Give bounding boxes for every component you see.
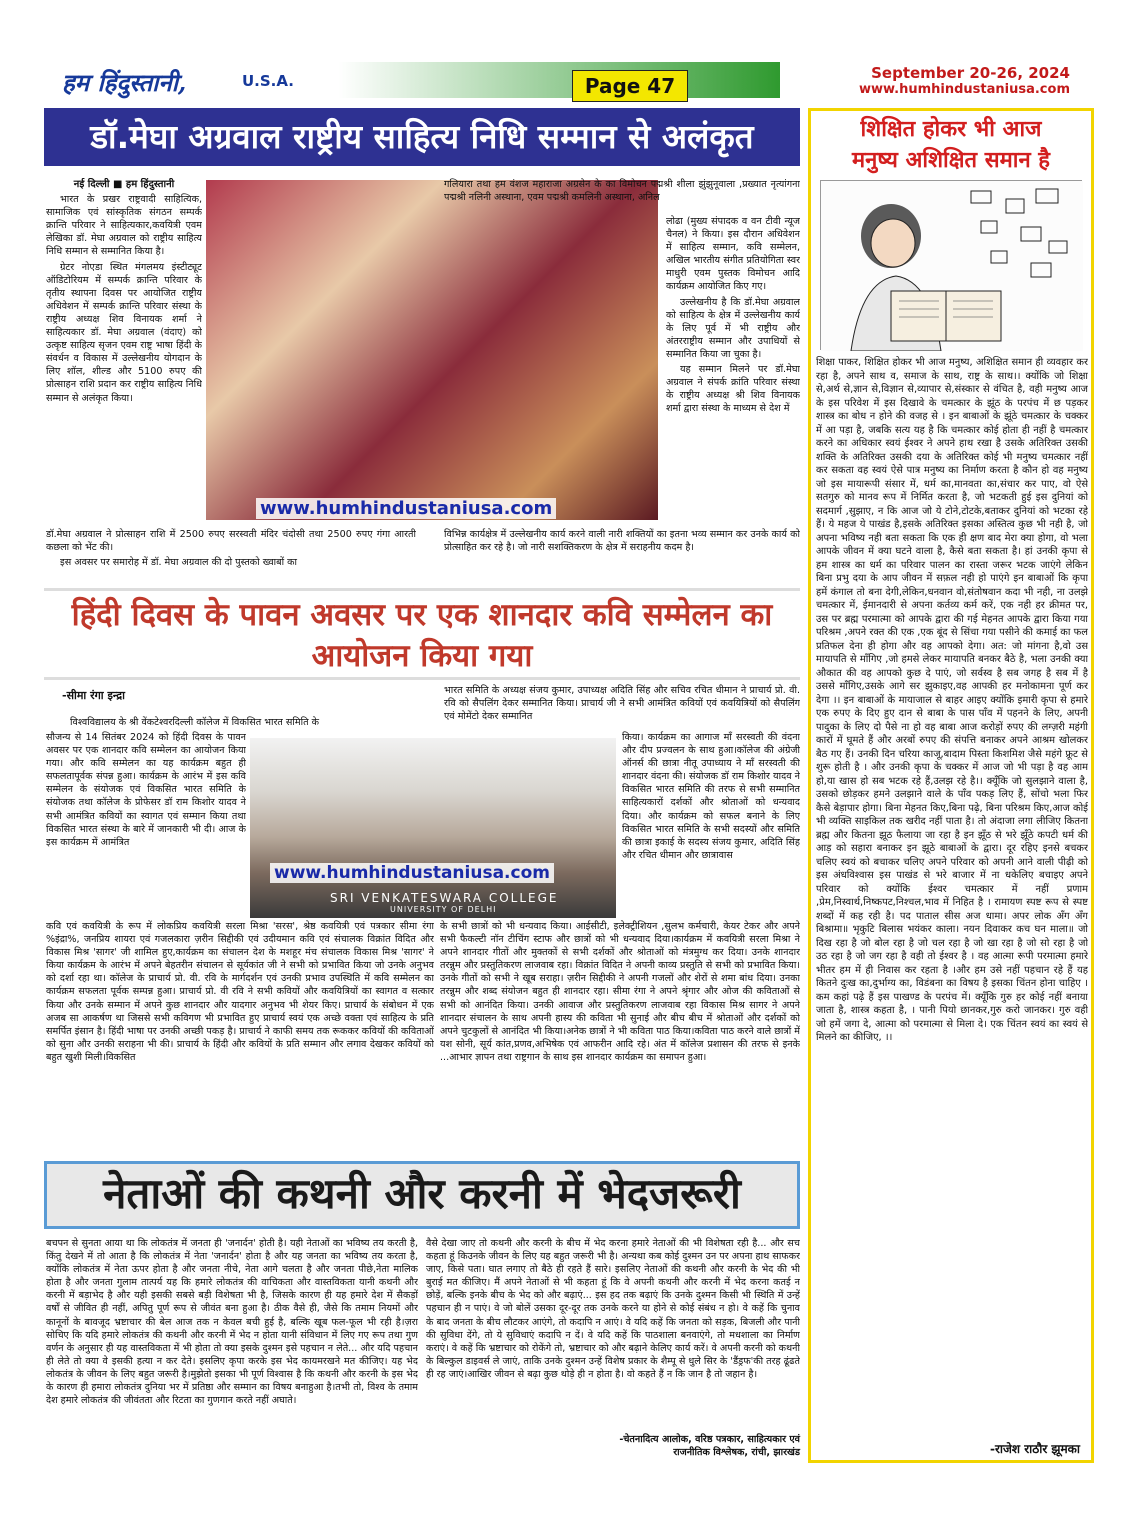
article2-col1: सौजन्य से 14 सितंबर 2024 को हिंदी दिवस के पावन अवसर पर एक शानदार कवि सम्मेलन का आयोजन किया गया। और कवि सम्मेलन का यह कार्यक्रम बहुत ही सफलतापूर्वक संपन्न हुआ। कार्यक्रम के आरंभ में इस कवि सम्मेलन के संयोजक एवं विकसित भारत समिति के संयोजक तथा कॉलेज के प्रोफेसर डॉ राम किशोर यादव ने सभी आमंत्रित कवियों का स्वागत एवं सम्मान किया तथा विकसित भारत संस्था के बारे में जानकारी भी दी। आज के इस कार्यक्रम में आमंत्रित — [46, 732, 246, 848]
masthead-brand: हम हिंदुस्तानी, — [62, 68, 187, 97]
article2-intro: विश्वविद्यालय के श्री वेंकटेश्वरदिल्ली कॉलेज में विकसित भारत समिति के — [70, 717, 319, 728]
article1-col1 — [46, 178, 202, 523]
article1-dateline: नई दिल्ली ■ हम हिंदुस्तानी — [73, 179, 175, 190]
sidebar-cartoon — [820, 180, 1082, 350]
article1-col3 — [666, 215, 800, 525]
sidebar-byline: -राजेश राठौर झूमका — [990, 1442, 1080, 1456]
article1-para: उल्लेखनीय है कि डॉ.मेघा अग्रवाल को साहित्य के क्षेत्र में उल्लेखनीय कार्य के लिए पूर्व में भी राष्ट्रीय और अंतरराष्ट्रीय सम्मान और उपाधियों से सम्मानित किया जा चुका है। — [666, 296, 800, 360]
article3-col2: वैसे देखा जाए तो कथनी और करनी के बीच में भेद करना हमारे नेताओं की भी विशेषता रही है... और सच कहता हूं किउनके जीवन के लिए यह बहुत जरूरी भी है। अन्यथा कब कोई दुश्मन उन पर अपना हाथ साफकर जाए, किसे पता। घात लगाए तो बैठे ही रहते हैं सारे। इसलिए नेताओं की कथनी और करनी के भेद की भी बुराई मत कीजिए। मैं अपने नेताओं से भी कहता हूं कि वे अपनी कथनी और करनी में भेद करना कतई न छोड़ें, बल्कि इनके बीच के भेद को और बढ़ाएं... इस हद तक बढ़ाएं कि उनके दुश्मन किसी भी स्थिति में उन्हें पहचान ही न पाएं। वे जो बोलें उसका दूर-दूर तक उनके करने या होने से कोई संबंध न हो। वे कहें कि चुनाव के बाद जनता के बीच लौटकर आएंगे, तो कदापि न आएं। वे यदि कहें कि जनता को सड़क, बिजली और पानी की सुविधा देंगे, तो ये सुविधाएं कदापि न दें। वे यदि कहें कि पाठशाला बनवाएंगे, तो मधशाला का निर्माण कराएं। वे कहें कि भ्रष्टाचार को रोकेंगे तो, भ्रष्टाचार को और बढ़ाने केलिए कार्य करें। वे अपनी करनी को कथनी के बिल्कुल डाइवर्स ले जाएं, ताकि उनके दुश्मन उन्हें विशेष प्रकार के शैम्पू से धुले सिर के 'डैंड्रफ'की तरह ढूंढते ही रह जाएं।आखिर जीवन से बढ़ा कुछ थोड़े ही न होता है। वो कहते हैं न कि जान है तो जहान है। — [426, 1238, 800, 1380]
article2-photo-website: www.humhindustaniusa.com — [270, 863, 554, 883]
article1-para: लोढा (मुख्य संपादक व वन टीवी न्यूज चैनल) ने किया। इस दौरान अधिवेशन में साहित्य सम्मान, कवि सम्मेलन, अखिल भारतीय संगीत प्रतियोगिता स्वर माधुरी एवम पुस्तक विमोचन आदि कार्यक्रम आयोजित किए गए। — [666, 216, 800, 293]
article2-bottom-left: कवि एवं कवयित्री के रूप में लोकप्रिय कवयित्री सरला मिश्रा 'सरस', श्रेष्ठ कवयित्री एवं पत्रकार सीमा रंगा %इंद्रा%, जनप्रिय शायरा एवं गजलकारा ज़रीन सिद्दीकी एवं उदीयमान कवि एवं संचालक विक्रांत विदित और विकास मिश्र 'सागर' जी शामिल हुए,कार्यक्रम का संचालन देश के मशहूर मंच संचालक विकास मिश्र 'सागर' ने किया कार्यक्रम के आरंभ में अपने बेहतरीन संचालन से सूर्यकांत जी ने सभी को प्रभावित किया जो उनके अनुभव को दर्शा रहा था। कॉलेज के प्राचार्य प्रो. वी. रवि के मार्गदर्शन एवं उनकी प्रभाव उपस्थिति में कवि सम्मेलन का कार्यक्रम सफलता पूर्वक सम्पन्न हुआ। प्राचार्य प्रो. वी रवि ने सभी कवियों और कवयित्रियों का स्वागत व सत्कार किया और उनके सम्मान में अपने कुछ शानदार और यादगार अनुभव भी शेयर किए। प्राचार्य के संबोधन में एक अजब सा आकर्षण था जिससे सभी कविगण भी प्रभावित हुए प्राचार्य स्वयं एक अच्छे वक्ता एवं साहित्य के प्रति समर्पित इंसान है। हिंदी भाषा पर उनकी अच्छी पकड़ है। प्राचार्य ने काफी समय तक रूककर कवियों की कविताओं को सुना और उनकी सराहना भी की। प्राचार्य के हिंदी और कवियों के प्रति सम्मान और लगाव देखकर कवियों को बहुत खुशी मिली।विकसित — [46, 921, 434, 1063]
article2-photo-banner-sub: UNIVERSITY OF DELHI — [390, 905, 497, 914]
article2-top-right: भारत समिति के अध्यक्ष संजय कुमार, उपाध्यक्ष अदिति सिंह और सचिव रचित धीमान ने प्राचार्य प्रो. वी. रवि को सैपलिंग देकर सम्मानित किया। प्राचार्य जी ने सभी आमंत्रित कवियों एवं कवयित्रियों को सैपलिंग एवं मोमेंटो देकर सम्मानित — [444, 685, 800, 723]
article1-col3-top: गलियारा तथा हम वंशज महाराजा अग्रसेन के का विमोचन पद्मश्री शीला झुंझुनूवाला ,प्रख्यात नृत्यांगना पद्मश्री नलिनी अस्थाना, एवम पद्मश्री कमलिनी अस्थाना, अनिल — [444, 179, 800, 204]
article2-bottom-right: के सभी छात्रों को भी धन्यवाद किया। आईसीटी, इलेक्ट्रीशियन ,सुलभ कर्मचारी, केयर टेकर और अपने सभी फैकल्टी नॉन टीचिंग स्टाफ और छात्रों को भी धन्यवाद दिया।कार्यक्रम में कवयित्री सरला मिश्रा ने अपने शानदार गीतों और मुक्तकों से सभी दर्शकों और श्रोताओं को मंत्रमुग्ध कर दिया। उनके शानदार तरन्नुम और प्रस्तुतिकरण लाजवाब रहा। विक्रांत विदित ने अपनी काव्य प्रस्तुति से सभी को प्रभावित किया। उनके गीतों को सभी ने खूब सराहा। ज़रीन सिद्दीकी ने अपनी गजलों और शेरों से शमा बांध दिया। उनका तरन्नुम और शब्द संयोजन बहुत ही शानदार रहा। सीमा रंगा ने अपने श्रृंगार और ओज की कविताओं से सभी को आनंदित किया। उनकी आवाज और प्रस्तुतिकरण लाजवाब रहा विकास मिश्र सागर ने अपने शानदार संचालन के साथ अपनी हास्य की कविता भी सुनाई और बीच बीच में श्रोताओं और दर्शकों को अपने चुटकुलों से आनंदित भी किया।अनेक छात्रों ने भी कविता पाठ किया।कविता पाठ करने वाले छात्रों में यश सोनी, सूर्य कांत,प्रणव,अभिषेक एवं आफरीन आदि रहे। अंत में कॉलेज प्रशासन की तरफ से इनके ...आभार ज्ञापन तथा राष्ट्रगान के साथ इस शानदार कार्यक्रम का समापन हुआ। — [440, 921, 800, 1063]
sidebar-body: शिक्षा पाकर, शिक्षित होकर भी आज मनुष्य, अशिक्षित समान ही व्यवहार कर रहा है, अपने साथ व, समाज के साथ, राष्ट्र के साथ।। क्योंकि जो शिक्षा से,अर्थ से,ज्ञान से,विज्ञान से,व्यापार से,संस्कार से वंचित है, वही मनुष्य आज के इस परिवेश में इस दिखावे के चमत्कार के झूंठ के परपंच में छ पड़कर शास्त्र का बोध न होने की वजह से । इन बाबाओं के झूंठे चमत्कार के चक्कर में आ पड़ा है, जबकि सत्य यह है कि चमत्कार कोई होता ही नहीं है चमत्कार करने का अधिकार स्वयं ईश्वर ने अपने हाथ रखा है उसके अतिरिक्त उसकी शक्ति के अतिरिक्त उसकी दया के अतिरिक्त कोई भी मनुष्य चमत्कार नहीं कर सकता वह स्वयं ऐसे पात्र मनुष्य का निर्माण करता है कौन हो वह मनुष्य जो इस मायारूपी संसार में, धर्म का,मानवता का,संचार कर पाए, वो ऐसे सतगुरु को मानव रूप में निर्मित करता है, जो भटकती हुई इस दुनियां को सदमार्ग ,सुझाए, न कि आज जो ये टोने,टोटके,बताकर दुनियां को भटका रहे हैं। ये महज ये पाखंड है,इसके अतिरिक्त इसका अस्तित्व कुछ भी नही है, जो अपना भविष्य नही बता सकता कि एक ही क्षण बाद मेरा क्या होगा, वो भला आपके जीवन में क्या घटने वाला है, कैसे बता सकता है। हां उनकी कृपा से हम शास्त्र का धर्म का परिवार पालन का रास्ता जरूर भटक जाएंगे लेकिन बिना प्रभु दया के आप जीवन में सफ़ल नही हो पाएंगे इन बाबाओं कि कृपा हमें कंगाल तो बना देगी,लेकिन,धनवान वो,संतोषवान कदा भी नही, ना उलझे चमत्कार में, ईमानदारी से अपना कर्तव्य कर्म करें, एक नही हर क्रीमत पर, उस पर ब्रह्म परमात्मा को आपके द्वारा की गई मेहनत आपके द्वारा किया गया परिश्रम ,अपने रक्त की एक ,एक बूंद से सिंचा गया पसीने की कमाई का फल प्रतिफल देना ही होगा और वह आपको देगा। अत: जो मांगना है,वो उस मायापति से माँगिए ,जो हमसे लेकर मायापति बनकर बैठे है, भला उनकी क्या औकात की वह आपको कुछ दे पाएं, जो सर्वस्व है सब जगह है सब में है उससे माँगिए,उसके आगे सर झुकाइए,वह आपकी हर मनोकामना पूर्ण कर देगा ।। इन बाबाओं के मायाजाल से बाहर आइए क्योंकि इमारी कृपा से हमारे एक रुपए के दिए हुए दान से बाबा के पास पाँव में पहनने के लिए, अपनी पादुका के लिए दो पैसे ना हो वह बाबा आज करोड़ों रुपए की लग्ज़री महंगी कारों में घूमते हैं और अरबों रुपए की संपत्ति बनाकर अपने आश्रम खोलकर बैठ गए हैं। उनकी दिन चरिया काजू,बादाम पिस्ता किशमिश जैसे महंगे फ्रूट से शुरू होती है । और उनकी कृपा के चक्कर में आज जो भी पड़ा है वह आम हो,या खास हो सब भटक रहे हैं,उलझ रहे है।। क्यूँकि जो सुलझाने वाला है, उसको छोड़कर हमने उलझाने वाले के पाँव पकड़ लिए हैं, सोंचो भला फिर कैसे बेड़ापार होगा। बिना मेहनत किए,बिना पढ़े, बिना परिश्रम किए,आज कोई भी व्यक्ति साइकिल तक खरीद नहीं पाता है। तो अंदाजा लगा लीजिए कितना ब्रह्म और कितना झूठ फैलाया जा रहा है इन झूँठ से भरे झूँठे कपटी धर्म की आड़ को सहारा बनाकर इन झूठे बाबाओं के द्वारा। दूर रहिए इनसे बचकर चलिए स्वयं को बचाकर चलिए अपने परिवार को अपनी आने वाली पीढ़ी को इस अंधविश्वास इस पाखंड से भरे बाजार में ना धकेलिए बचाइए अपने परिवार को क्योंकि ईश्वर चमत्कार में नहीं प्रणाम ,प्रेम,निस्वार्थ,निष्कपट,निश्चल,भाव में निहित है । रामायण स्पष्ट रूप से स्पष्ट शब्दों में कह रही है। पद पाताल सीस अज धामा। अपर लोक अँग अँग बिश्रामा॥ भृकुटि बिलास भयंकर काला। नयन दिवाकर कच घन माला॥ जो दिख रहा है जो बोल रहा है जो चल रहा है जो खा रहा है जो सो रहा है जो उठ रहा है जो जग रहा है वही तो ईश्वर है । वह आत्मा रूपी परमात्मा हमारे भीतर हम में ही निवास कर रहता है ।और हम उसे नहीं पहचान रहे हैं यह कितने दुःख का,दुर्भाग्य का, विडंबना का विषय है इसका चिंतन होना चाहिए । कम कहां पढ़े हैं इस पाखण्ड के परपंच में। क्यूँकि गुरु हर कोई नहीं बनाया जाता है, शास्त्र कहता है, । पानी पियो छानकर,गुरु करो जानकर। गुरु वही जो हमें जगा दे, आत्मा को परमात्मा से मिला दे। एक चिंतन स्वयं का स्वयं से मिलने का कीजिए, ।। — [816, 357, 1088, 1043]
article3-credit: -चेतनादित्य आलोक, वरिष्ठ पत्रकार, साहित्यकार एवं राजनीतिक विश्लेषक, रांची, झारखंड — [619, 1434, 800, 1458]
article1-para: यह सम्मान मिलने पर डॉ.मेघा अग्रवाल ने संपर्क क्रांति परिवार संस्था के राष्ट्रीय अध्यक्ष श्री शिव विनायक शर्मा द्वारा संस्था के माध्यम से देश में — [666, 364, 800, 415]
article1-para: भारत के प्रखर राष्ट्रवादी साहित्यिक, सामाजिक एवं सांस्कृतिक संगठन सम्पर्क क्रान्ति परिवार ने साहित्यकार,कवयित्री एवम लेखिका डॉ. मेघा अग्रवाल को राष्ट्रीय साहित्य निधि सम्मान से सम्मानित किया है। — [46, 194, 202, 258]
article1-para: इस अवसर पर समारोह में डॉ. मेघा अग्रवाल की दो पुस्तको ख्वाबों का — [60, 557, 298, 569]
article1-below-photo — [46, 528, 416, 580]
sidebar-title-line2: मनुष्य अशिक्षित समान है — [851, 148, 1050, 173]
article2-col3: किया। कार्यक्रम का आगाज माँ सरस्वती की वंदना और दीप प्रज्वलन के साथ हुआ।कॉलेज की अंग्रेजी ऑनर्स की छात्रा नीतू उपाध्याय ने माँ सरस्वती की शानदार वंदना की। संयोजक डॉ राम किशोर यादव ने विकसित भारत समिति की तरफ से सभी सम्मानित साहित्यकारों दर्शकों और श्रोताओं को धन्यवाद दिया। और कार्यक्रम को सफल बनाने के लिए विकसित भारत समिति के सभी सदस्यों और समिति की छात्रा इकाई के सदस्य संजय कुमार, अदिति सिंह और रचित धीमान और छात्रावास — [622, 732, 800, 861]
article2-byline: -सीमा रंगा इन्द्रा — [62, 689, 125, 702]
article1-col3-bottom: विभिन्न कार्यक्षेत्र में उल्लेखनीय कार्य करने वाली नारी शक्तियों का इतना भव्य सम्मान कर उनके कार्य को प्रोत्साहित कर रहे है। जो नारी सशक्तिकरण के क्षेत्र में सराहनीय कदम है। — [444, 529, 800, 554]
issue-date: September 20-26, 2024 — [871, 64, 1070, 82]
masthead-usa: U.S.A. — [242, 72, 294, 90]
article3-col1: बचपन से सुनता आया था कि लोकतंत्र में जनता ही 'जनार्दन' होती है। यही नेताओं का भविष्य तय करती है, किंतु देखने में तो आता है कि लोकतंत्र में नेता 'जनार्दन' होता है और यह जनता का भविष्य तय करता है, क्योंकि लोकतंत्र में नेता ऊपर होता है और जनता नीचे, नेता आगे चलता है और जनता पीछे,नेता मालिक होता है और जनता गुलाम तात्पर्य यह कि हमारे लोकतंत्र की वाचिकता और वास्तविकता यानी कथनी और करनी में बड़ाभेद है और यही इसकी सबसे बड़ी विशेषता भी है, जिसके कारण ही यह हमारे देश में सैकड़ों वर्षों से जीवित ही नहीं, अपितु पूर्ण रूप से जीवंत बना हुआ है। ठीक वैसे ही, जैसे कि तमाम नियमों और कानूनों के बावजूद भ्रष्टाचार की बेल आज तक न केवल बची हुई है, बल्कि खूब फल-फूल भी रही है।ज़रा सोचिए कि यदि हमारे लोकतंत्र की कथनी और करनी में भेद न होता यानी संविधान में लिए गए रूप तथा गुण वर्णन के अनुसार ही यह वास्तविकता में भी होता तो क्या इसके दुश्मन इसे पहचान न लेते... और यदि पहचान ही लेते तो क्या वे इसकी हत्या न कर देते। इसलिए कृपा करके इस भेद कायमरखने मत कीजिए। यह भेद लोकतंत्र के जीवन के लिए बहुत जरूरी है।मुझेतो इसका भी पूर्ण विश्वास है कि कथनी और करनी के इस भेद के कारण ही हमारा लोकतंत्र दुनिया भर में प्रतिष्ठा और सम्मान का विषय बनाहुआ है।तभी तो, विश्व के तमाम देश हमारे लोकतंत्र की जीवंतता और रिटता का गुणगान करते नहीं अघाते। — [46, 1238, 418, 1407]
page-number: Page 47 — [572, 70, 688, 102]
sidebar-title-line1: शिक्षित होकर भी आज — [860, 117, 1042, 142]
article3-headline: नेताओं की कथनी और करनी में भेदजरूरी — [44, 1161, 800, 1229]
article1-photo — [206, 180, 658, 520]
article1-photo-website: www.humhindustaniusa.com — [256, 498, 556, 519]
article2-photo — [250, 738, 616, 918]
sidebar-title — [812, 114, 1090, 176]
article2-photo-banner: SRI VENKATESWARA COLLEGE — [330, 891, 559, 905]
article1-headline: डॉ.मेघा अग्रवाल राष्ट्रीय साहित्य निधि सम्मान से अलंकृत — [44, 108, 800, 166]
masthead-website[interactable]: www.humhindustaniusa.com — [858, 82, 1070, 97]
article1-para: ग्रेटर नोएडा स्थित मंगलमय इंस्टीट्यूट ऑडिटोरियम में सम्पर्क क्रान्ति परिवार के तृतीय स्थापना दिवस पर आयोजित राष्ट्रीय अधिवेशन में सम्पर्क क्रान्ति परिवार संस्था के राष्ट्रीय अध्यक्ष शिव विनायक शर्मा ने साहित्यकार डॉ. मेघा अग्रवाल (वंदाए) को उत्कृष्ट साहित्य सृजन एवम राष्ट्र भाषा हिंदी के संवर्धन व विकास में उल्लेखनीय योगदान के लिए शॉल, शील्ड और 5100 रुपए की प्रोत्साहन राशि प्रदान कर राष्ट्रीय साहित्य निधि सम्मान से अलंकृत किया। — [46, 261, 202, 404]
article1-para: डॉ.मेघा अग्रवाल ने प्रोत्साहन राशि में 2500 रुपए सरस्वती मंदिर चंदोसी तथा 2500 रुपए गंगा आरती कछला को भेंट की। — [46, 529, 416, 554]
student-reading-illustration — [821, 181, 1083, 351]
article2-headline: हिंदी दिवस के पावन अवसर पर एक शानदार कवि सम्मेलन का आयोजन किया गया — [44, 588, 800, 680]
